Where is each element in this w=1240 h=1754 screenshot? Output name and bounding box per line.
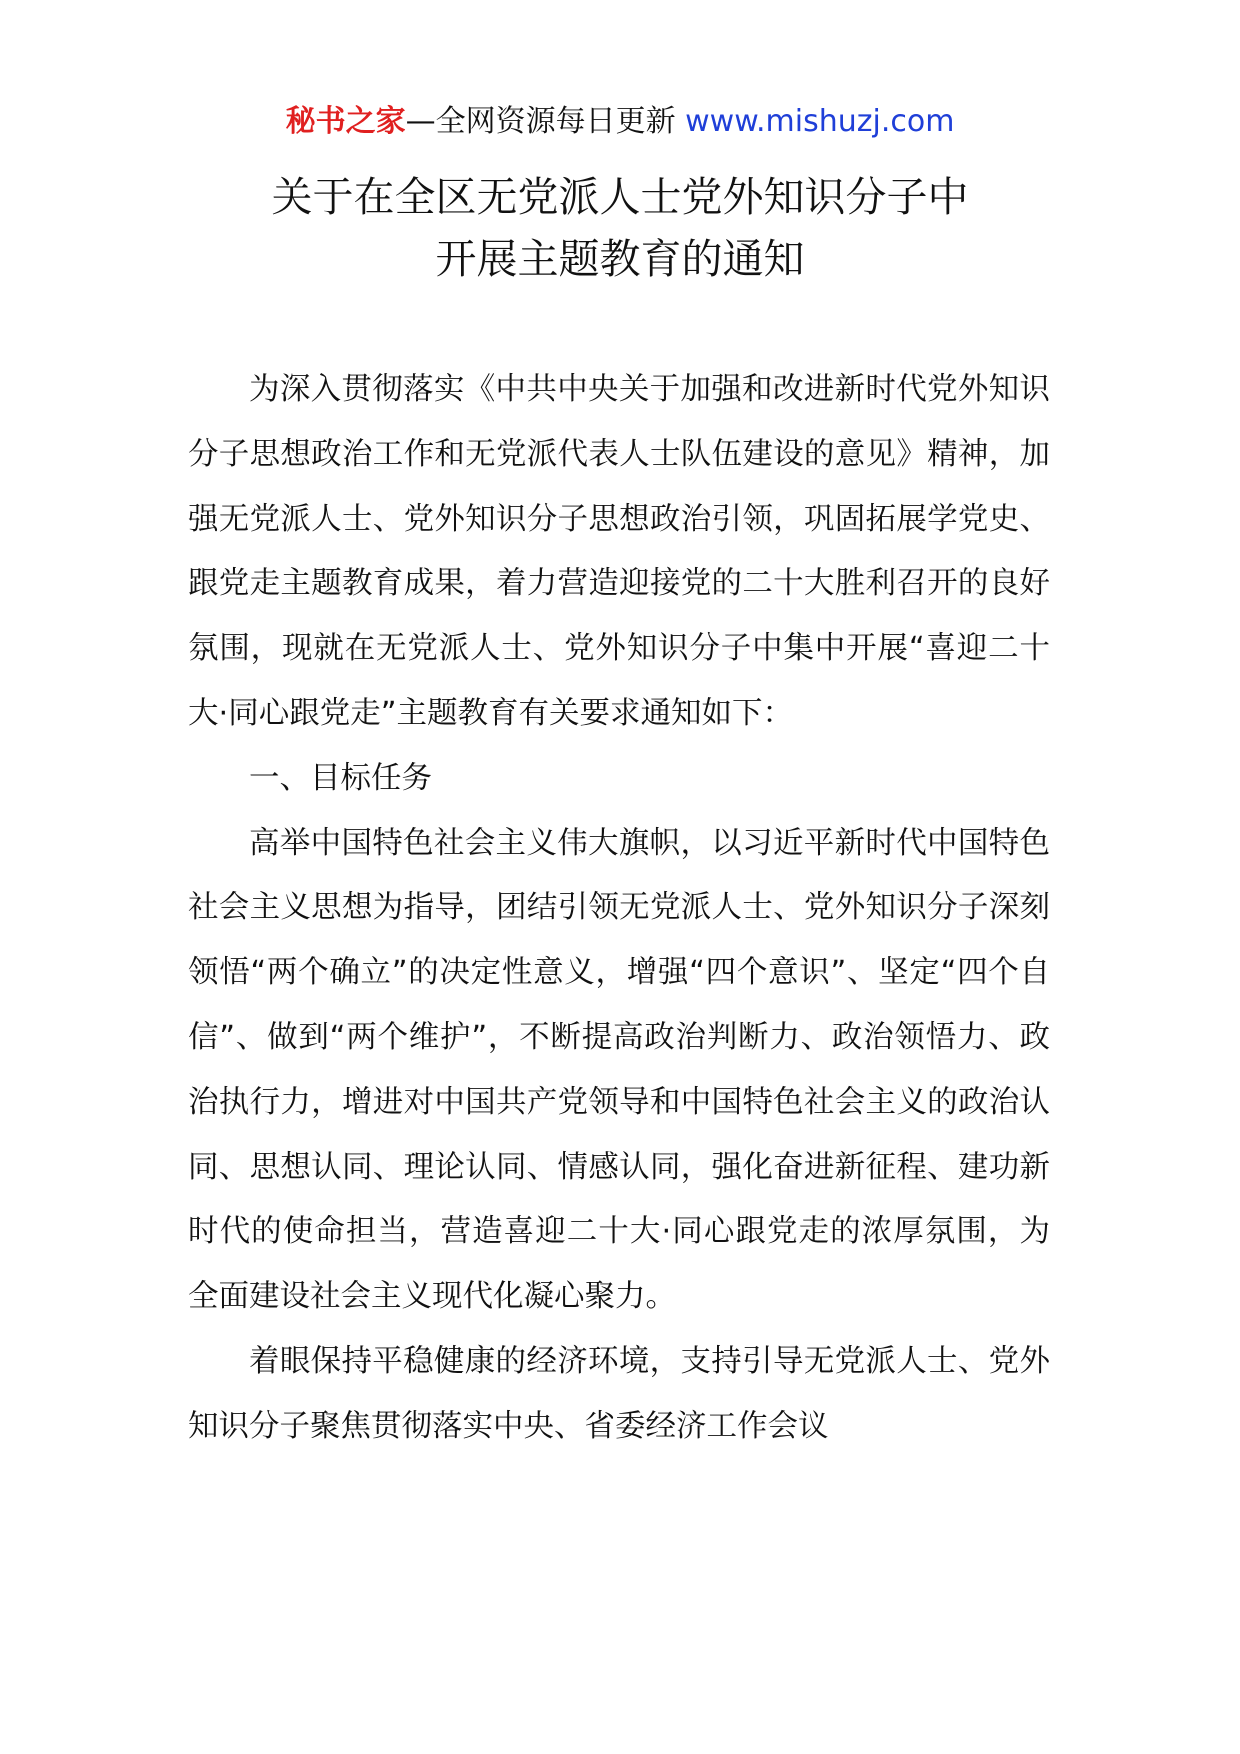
document-title <box>0 166 1240 290</box>
document-body <box>188 358 1050 1460</box>
brand-slogan: —全网资源每日更新 <box>405 104 676 139</box>
watermark-header <box>0 100 1240 144</box>
intro-paragraph: 为深入贯彻落实《中共中央关于加强和改进新时代党外知识分子思想政治工作和无党派代表人士队伍建设的意见》精神，加强无党派人士、党外知识分子思想政治引领，巩固拓展学党史、跟党走主题教育成果，着力营造迎接党的二十大胜利召开的良好氛围，现就在无党派人士、党外知识分子中集中开展“喜迎二十大·同心跟党走”主题教育有关要求通知如下： <box>188 372 1050 731</box>
section-heading: 一、目标任务 <box>249 760 432 796</box>
title-line-1: 关于在全区无党派人士党外知识分子中 <box>271 173 969 221</box>
title-line-2: 开展主题教育的通知 <box>435 235 805 283</box>
website-link[interactable]: www.mishuzj.com <box>685 104 955 139</box>
body-paragraph: 着眼保持平稳健康的经济环境，支持引导无党派人士、党外知识分子聚焦贯彻落实中央、省委经济工作会议 <box>188 1343 1050 1444</box>
body-paragraph: 高举中国特色社会主义伟大旗帜，以习近平新时代中国特色社会主义思想为指导，团结引领无党派人士、党外知识分子深刻领悟“两个确立”的决定性意义，增强“四个意识”、坚定“四个自信”、做到“两个维护”，不断提高政治判断力、政治领悟力、政治执行力，增进对中国共产党领导和中国特色社会主义的政治认同、思想认同、理论认同、情感认同，强化奋进新征程、建功新时代的使命担当，营造喜迎二十大·同心跟党走的浓厚氛围，为全面建设社会主义现代化凝心聚力。 <box>188 825 1050 1315</box>
brand-name: 秘书之家 <box>285 104 406 139</box>
